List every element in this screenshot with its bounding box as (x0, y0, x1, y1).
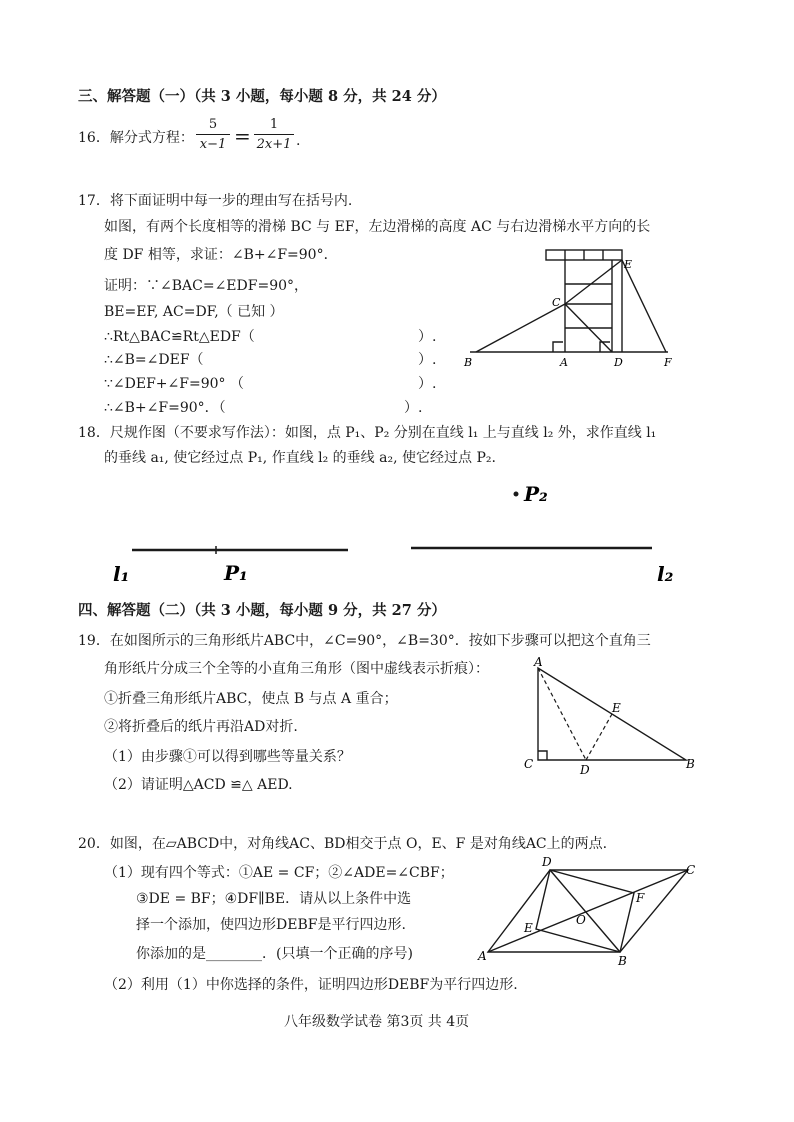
q17-proof-line3: ∴Rt△BAC≌Rt△EDF（ (104, 329, 255, 345)
q20-fig-label-e: E (524, 921, 533, 935)
q19-line1: 19．在如图所示的三角形纸片ABC中，∠C=90°，∠B=30°．按如下步骤可以把这个直角三 (78, 633, 651, 649)
q18-label-p2: P₂ (524, 482, 548, 506)
q20-sub1-line3: 择一个添加，使四边形DEBF是平行四边形. (136, 917, 406, 933)
q19-line2: 角形纸片分成三个全等的小直角三角形（图中虚线表示折痕）： (104, 661, 489, 677)
q18-label-p1: P₁ (224, 561, 248, 585)
q17-fig-label-e: E (624, 258, 633, 271)
q17-proof-line3-end: ）. (418, 329, 437, 345)
q20-fig-label-b: B (618, 954, 627, 968)
q17-slide-figure (460, 244, 690, 374)
q16-right-denominator: 2x+1 (256, 137, 292, 152)
q18-figure (100, 474, 700, 594)
q16-label: 16．解分式方程： (78, 130, 194, 146)
q18-label-l2: l₂ (657, 562, 674, 586)
q17-fig-label-b: B (464, 356, 473, 369)
q17-proof-line4: ∴∠B=∠DEF（ (104, 352, 204, 368)
q19-fig-label-b: B (686, 757, 695, 771)
q17-proof-line5: ∵∠DEF+∠F=90° （ (104, 376, 244, 392)
q19-fig-label-d: D (580, 763, 590, 777)
q20-sub1-line4: 你添加的是________．(只填一个正确的序号) (136, 946, 413, 962)
q19-sub2: （2）请证明△ACD ≌△ AED. (104, 777, 293, 793)
q20-fig-label-c: C (686, 863, 696, 877)
q16-right-fraction (254, 117, 294, 152)
q16-left-numerator: 5 (208, 117, 218, 132)
q18-label-l1: l₁ (113, 562, 130, 586)
q20-line1: 20．如图，在▱ABCD中，对角线AC、BD相交于点 O，E、F 是对角线AC上的两点. (78, 836, 608, 852)
q19-fig-label-c: C (524, 757, 534, 771)
q19-sub1: （1）由步骤①可以得到哪些等量关系？ (104, 749, 351, 765)
q17-proof-line2: BE=EF, AC=DF,（ 已知 ） (104, 304, 284, 320)
q17-proof-line6: ∴∠B+∠F=90°．（ (104, 400, 226, 416)
q20-fig-label-d: D (542, 855, 552, 869)
q20-fig-label-a: A (478, 949, 487, 963)
q18-line2: 的垂线 a₁, 使它经过点 P₁, 作直线 l₂ 的垂线 a₂, 使它经过点 P₂. (104, 450, 496, 466)
q17-fig-label-f: F (664, 356, 672, 369)
q16-period: . (296, 133, 301, 149)
q18-point-p2 (514, 492, 519, 497)
q19-step2: ②将折叠后的纸片再沿AD对折. (104, 719, 298, 735)
q20-parallelogram-figure (476, 852, 702, 968)
q16-right-numerator: 1 (269, 117, 279, 132)
q19-triangle-figure (520, 654, 710, 778)
q20-sub2: （2）利用（1）中你选择的条件，证明四边形DEBF为平行四边形. (104, 977, 518, 993)
q18-line1: 18．尺规作图（不要求写作法）：如图，点 P₁、P₂ 分别在直线 l₁ 上与直线 l₂ 外，求作直线 l₁ (78, 425, 657, 441)
q17-fig-label-a: A (560, 356, 568, 369)
section4-heading: 四、解答题（二）（共 3 小题，每小题 9 分，共 27 分） (78, 602, 446, 619)
q16-left-denominator: x−1 (199, 137, 227, 152)
q20-sub1-line2: ③DE = BF；④DF∥BE．请从以上条件中选 (136, 891, 412, 907)
q17-fig-label-d: D (614, 356, 623, 369)
q17-proof-line1: 证明：∵∠BAC=∠EDF=90°， (104, 278, 309, 294)
q19-fig-label-a: A (534, 655, 543, 669)
q17-proof-line4-end: ）. (418, 352, 437, 368)
q17-line1: 如图，有两个长度相等的滑梯 BC 与 EF，左边滑梯的高度 AC 与右边滑梯水平方向的长 (104, 219, 651, 235)
q17-line2: 度 DF 相等，求证：∠B+∠F=90°． (104, 247, 338, 263)
q17-proof-line5-end: ）. (418, 376, 437, 392)
q17-intro: 17．将下面证明中每一步的理由写在括号内. (78, 193, 353, 209)
q16-equals: = (234, 124, 251, 148)
q19-fig-label-e: E (612, 701, 621, 715)
q20-fig-label-f: F (636, 891, 645, 905)
q20-sub1-line1: （1）现有四个等式：①AE = CF；②∠ADE=∠CBF； (104, 865, 454, 881)
q17-fig-label-c: C (552, 296, 561, 309)
q19-step1: ①折叠三角形纸片ABC，使点 B 与点 A 重合； (104, 691, 398, 707)
q17-proof-line6-end: ）. (404, 400, 423, 416)
page-footer: 八年级数学试卷 第3页 共 4页 (284, 1014, 470, 1030)
q16-left-fraction (196, 117, 230, 152)
q20-fig-label-o: O (576, 913, 586, 927)
section3-heading: 三、解答题（一）（共 3 小题，每小题 8 分，共 24 分） (78, 88, 446, 105)
